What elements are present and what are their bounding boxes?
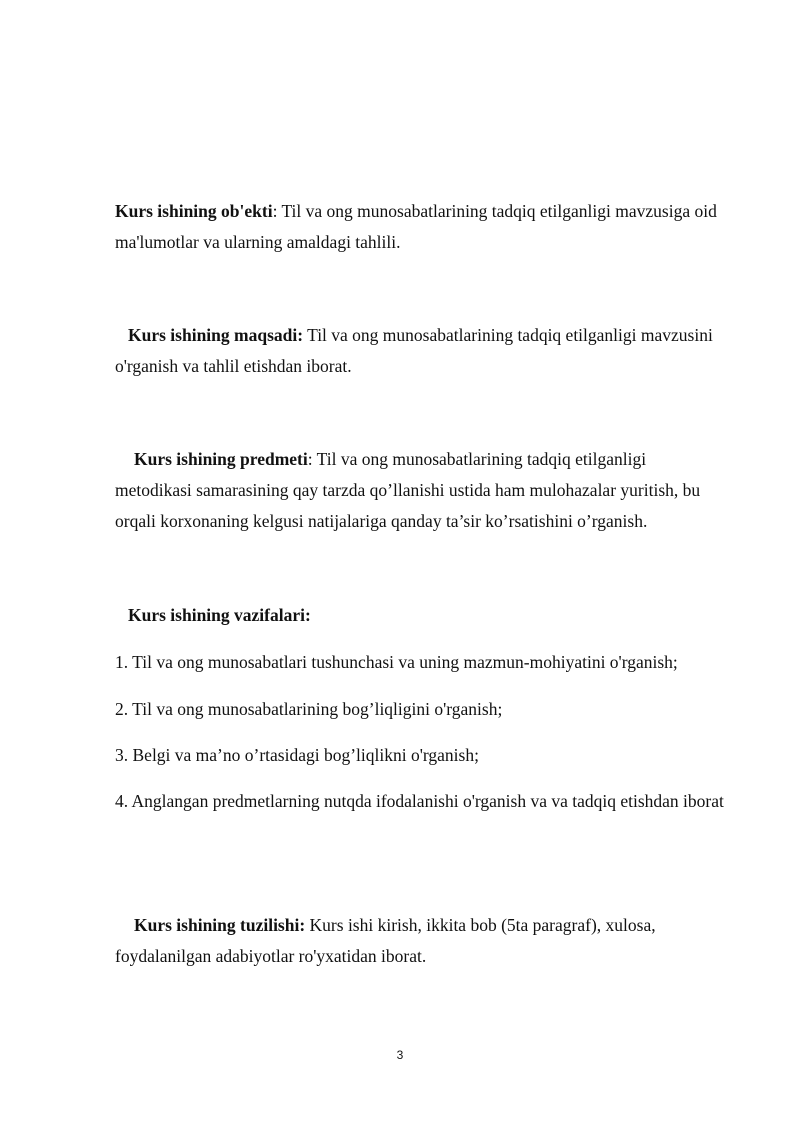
goal-label: Kurs ishining maqsadi: [128,325,304,345]
structure-paragraph [115,910,715,972]
object-label: Kurs ishining ob'ekti [115,201,273,221]
task-item: 3. Belgi va ma’no o’rtasidagi bog’liqlikni o'rganish; [115,745,479,765]
structure-text: Kurs ishi kirish, ikkita bob (5ta paragraf), xulosa, foydalanilgan adabiyotlar ro'yxatidan iborat. [115,915,656,966]
subject-text: : Til va ong munosabatlarining tadqiq etilganligi metodikasi samarasining qay tarzda qo’llanishi ustida ham mulohazalar yuritish, bu orqali korxonaning kelgusi natijalariga qanday ta’sir ko’rsatishini o’rganish. [115,449,701,531]
subject-paragraph [115,444,725,537]
subject-label: Kurs ishining predmeti [134,449,308,469]
task-item: 1. Til va ong munosabatlari tushunchasi va uning mazmun-mohiyatini o'rganish; [115,652,678,672]
object-text: : Til va ong munosabatlarining tadqiq etilganligi mavzusiga oid ma'lumotlar va ularning amaldagi tahlili. [115,201,717,252]
object-paragraph [115,196,750,258]
structure-label: Kurs ishining tuzilishi: [134,915,306,935]
goal-paragraph [115,320,750,382]
task-item: 4. Anglangan predmetlarning nutqda ifodalanishi o'rganish va va tadqiq etishdan iborat [115,791,724,811]
tasks-label: Kurs ishining vazifalari: [128,605,311,625]
tasks-heading [115,600,750,631]
page-number: 3 [396,1048,404,1062]
task-item: 2. Til va ong munosabatlarining bog’liqligini o'rganish; [115,699,503,719]
goal-text: Til va ong munosabatlarining tadqiq etilganligi mavzusini o'rganish va tahlil etishdan iborat. [115,325,713,376]
